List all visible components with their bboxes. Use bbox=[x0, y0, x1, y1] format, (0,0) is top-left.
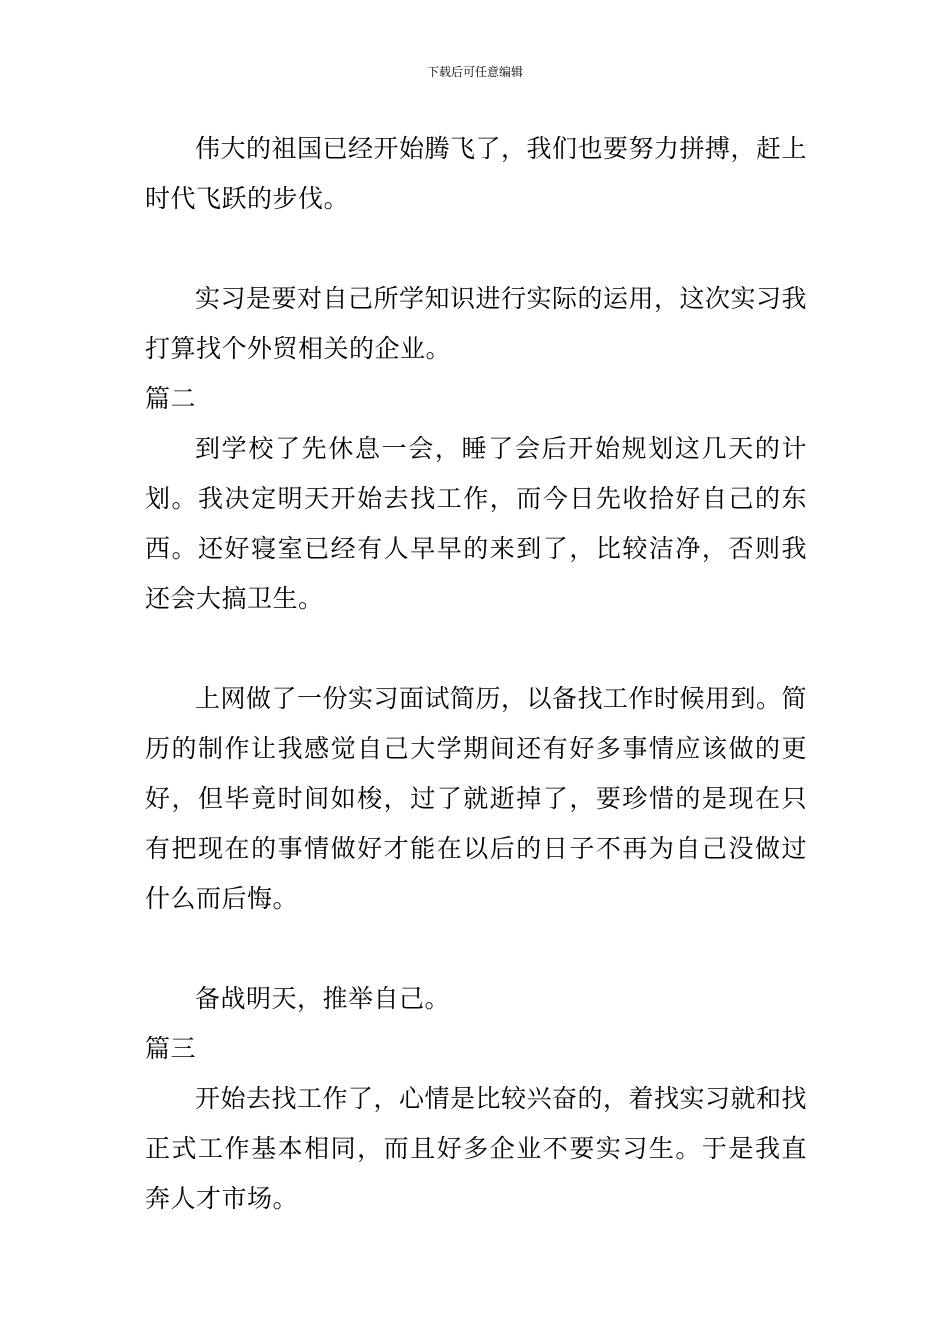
paragraph-5: 备战明天，推举自己。 bbox=[195, 984, 451, 1013]
paragraph-spacer bbox=[145, 224, 807, 274]
paragraph-spacer bbox=[145, 924, 807, 974]
page-header: 下载后可任意编辑 bbox=[426, 65, 523, 79]
section-heading-3: 篇三 bbox=[145, 1034, 197, 1063]
paragraph-spacer bbox=[145, 624, 807, 674]
section-heading-2: 篇二 bbox=[145, 384, 197, 413]
paragraph-6: 开始去找工作了，心情是比较兴奋的，着找实习就和找正式工作基本相同，而且好多企业不要实习生。于是我直奔人才市场。 bbox=[145, 1084, 808, 1213]
document-body bbox=[145, 124, 807, 1224]
paragraph-1: 伟大的祖国已经开始腾飞了，我们也要努力拼搏，赶上时代飞跃的步伐。 bbox=[145, 134, 808, 213]
paragraph-3: 到学校了先休息一会，睡了会后开始规划这几天的计划。我决定明天开始去找工作，而今日先收拾好自己的东西。还好寝室已经有人早早的来到了，比较洁净，否则我还会大搞卫生。 bbox=[145, 434, 807, 613]
paragraph-4: 上网做了一份实习面试简历，以备找工作时候用到。简历的制作让我感觉自己大学期间还有好多事情应该做的更好，但毕竟时间如梭，过了就逝掉了，要珍惜的是现在只有把现在的事情做好才能在以后的日子不再为自己没做过什么而后悔。 bbox=[145, 684, 808, 913]
paragraph-2: 实习是要对自己所学知识进行实际的运用，这次实习我打算找个外贸相关的企业。 bbox=[145, 284, 808, 363]
